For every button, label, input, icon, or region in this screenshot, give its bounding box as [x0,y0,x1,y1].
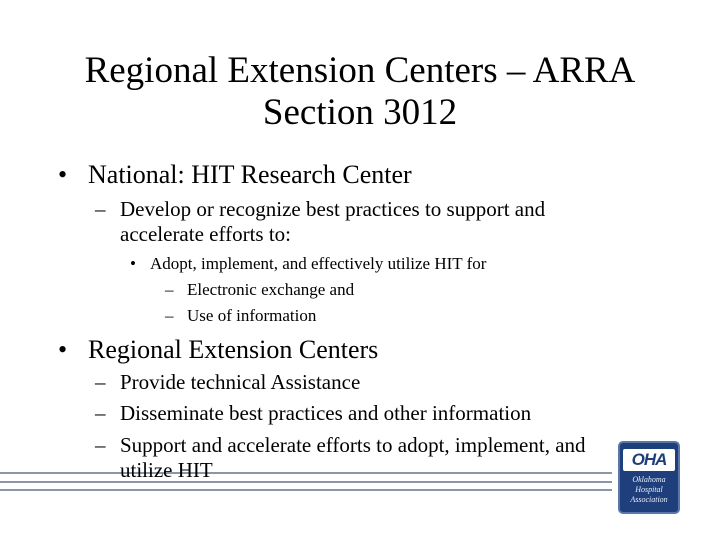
sub-sub-bullet-adopt: Adopt, implement, and effectively utilize HIT for [150,254,487,273]
dash-marker: – [165,306,174,325]
dash-marker: – [95,197,106,221]
sub-bullet-support-line-2: utilize HIT [120,458,213,482]
logo-acronym: OHA [623,449,675,471]
sub-bullet-develop-line-1: Develop or recognize best practices to support and [120,197,546,221]
bullet-marker: • [130,254,136,273]
logo-org-name [622,475,676,505]
dash-marker: – [165,280,174,299]
bullet-marker: • [58,160,68,189]
sub-bullet-disseminate: Disseminate best practices and other information [120,401,532,425]
footer-rule [0,472,612,494]
title-line-2: Section 3012 [262,92,458,133]
dash-marker: – [95,433,106,457]
oha-logo [618,441,680,514]
sub-bullet-support-line-1: Support and accelerate efforts to adopt, implement, and [120,433,586,457]
sub-bullet-technical-assistance: Provide technical Assistance [120,370,361,394]
bullet-regional-extension-centers: Regional Extension Centers [88,335,379,364]
bullet-marker: • [58,335,68,364]
slide-title [40,50,680,134]
logo-name-line-2: Hospital [635,485,663,494]
footer-rule-line [0,489,612,491]
dash-marker: – [95,401,106,425]
bullet-national-hit-research-center: National: HIT Research Center [88,160,412,189]
level-4-use-of-information: Use of information [187,306,317,325]
level-4-electronic-exchange: Electronic exchange and [187,280,355,299]
logo-name-line-1: Oklahoma [632,475,666,484]
footer-rule-line [0,472,612,474]
title-line-1: Regional Extension Centers – ARRA [84,50,636,91]
logo-name-line-3: Association [630,495,668,504]
sub-bullet-develop-line-2: accelerate efforts to: [120,222,292,246]
dash-marker: – [95,370,106,394]
footer-rule-line [0,481,612,483]
